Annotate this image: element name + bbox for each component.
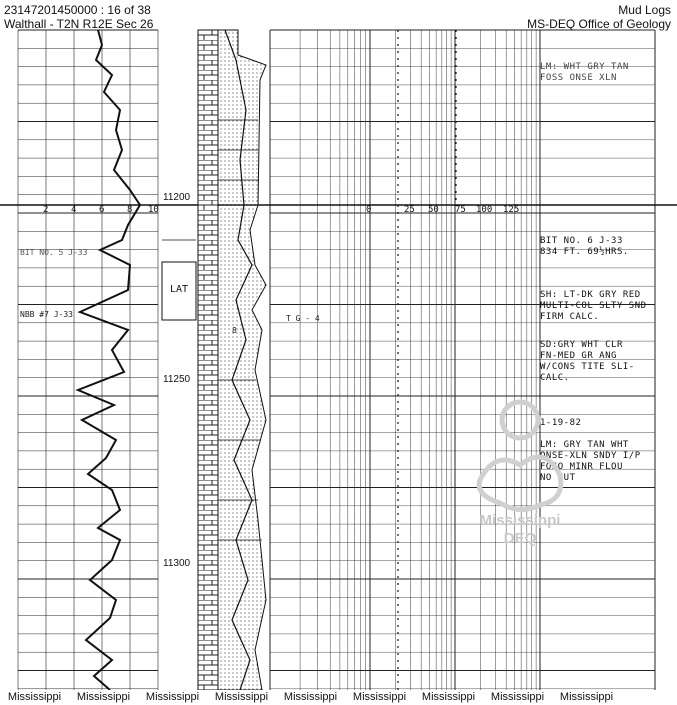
- gas-scale-125: 125: [503, 205, 520, 215]
- footer-item: Mississippi: [214, 691, 269, 703]
- gas-scale-100: 100: [476, 205, 493, 215]
- nbb-annotation: NBB #7 J-33: [20, 310, 73, 319]
- footer-item: Mississippi: [559, 691, 614, 703]
- bit-annotation-left: BIT NO. 5 J-33: [20, 248, 88, 257]
- note-limestone: LM: GRY TAN WHT ONSE-XLN SNDY I/P FOSO MINR FLOU NO CUT: [540, 440, 641, 483]
- gas-scale-75: 75: [455, 205, 466, 215]
- note-lm-top: LM: WHT GRY TAN FOSS ONSE XLN: [540, 62, 629, 83]
- rop-scale-10: 10: [148, 205, 159, 215]
- marker-8: 8: [232, 326, 237, 335]
- agency-name: MS-DEQ Office of Geology: [527, 17, 671, 31]
- rop-scale-8: 8: [127, 205, 133, 215]
- sand-fill: [218, 30, 266, 690]
- watermark-line1: Mississippi: [479, 512, 561, 529]
- note-bit: BIT NO. 6 J-33 834 FT. 69½HRS.: [540, 236, 629, 257]
- rop-scale-2: 2: [43, 205, 49, 215]
- rop-track-grid: [18, 30, 158, 690]
- gas-scale-25: 25: [404, 205, 415, 215]
- depth-mark-11250: 11250: [163, 374, 191, 385]
- watermark-text: [470, 512, 570, 548]
- rop-scale-4: 4: [71, 205, 77, 215]
- well-id: 23147201450000 : 16 of 38: [4, 3, 151, 17]
- footer-item: Mississippi: [490, 691, 545, 703]
- well-location: Walthall - T2N R12E Sec 26: [4, 17, 154, 31]
- note-date: 1-19-82: [540, 418, 582, 428]
- lithology-column: [198, 30, 266, 690]
- footer-item: Mississippi: [7, 691, 62, 703]
- depth-mark-11200: 11200: [163, 192, 191, 203]
- footer-strip: [0, 690, 677, 705]
- gas-scale-50: 50: [428, 205, 439, 215]
- gas-scale-0: 0: [366, 205, 372, 215]
- footer-item: Mississippi: [352, 691, 407, 703]
- document-type: Mud Logs: [618, 3, 671, 17]
- footer-item: Mississippi: [145, 691, 200, 703]
- rop-scale-6: 6: [99, 205, 105, 215]
- note-sand: SD:GRY WHT CLR FN-MED GR ANG W/CONS TITE SLI- CALC.: [540, 340, 635, 383]
- rop-curve: [78, 30, 140, 690]
- watermark-line2: DEQ: [503, 530, 537, 547]
- footer-item: Mississippi: [76, 691, 131, 703]
- lat-label: LAT: [170, 284, 189, 295]
- depth-mark-11300: 11300: [163, 558, 191, 569]
- footer-item: Mississippi: [421, 691, 476, 703]
- tg-annotation: T G - 4: [286, 314, 320, 323]
- note-shale: SH: LT-DK GRY RED MULTI-COL SLTY SND FIRM CALC.: [540, 290, 647, 322]
- footer-item: Mississippi: [283, 691, 338, 703]
